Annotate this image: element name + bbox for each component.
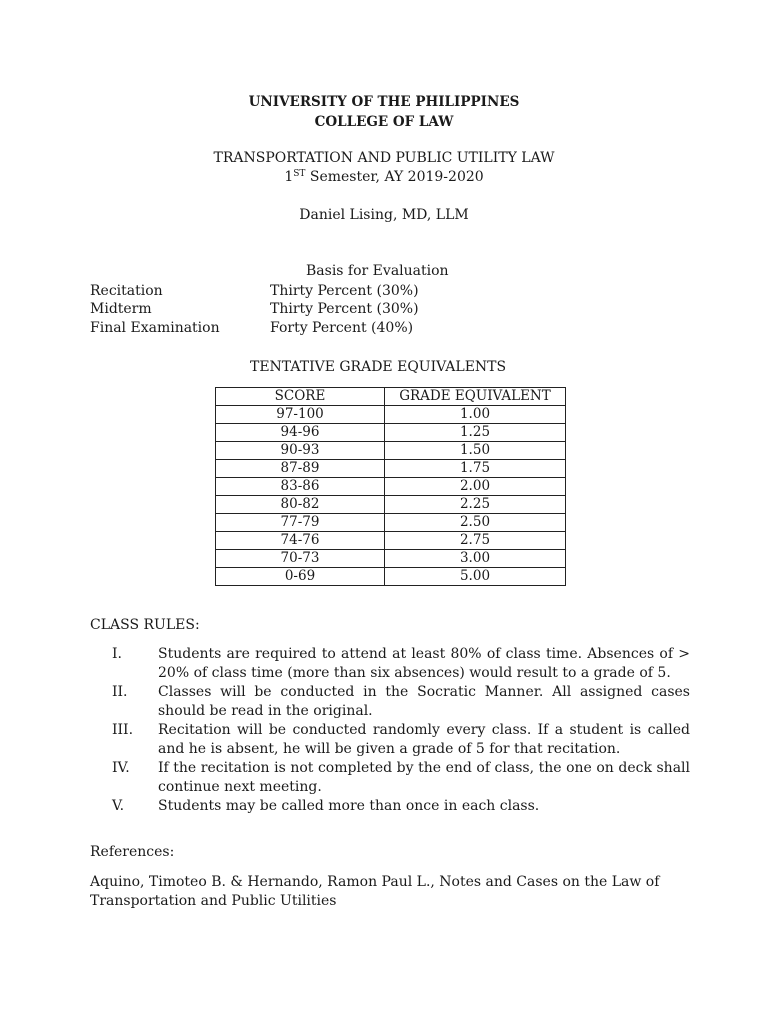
table-row (216, 496, 566, 514)
evaluation-value-midterm: Thirty Percent (30%) (270, 301, 419, 317)
list-item (90, 797, 690, 816)
class-rules-list (90, 645, 690, 816)
score-cell: 80-82 (216, 496, 385, 514)
list-item (90, 683, 690, 721)
rule-text: Students may be called more than once in each class. (158, 798, 540, 814)
grade-cell: 3.00 (385, 550, 566, 568)
rule-text: Students are required to attend at least 80% of class time. Absences of > 20% of class time (more than six absences) would result to a grade of 5. (158, 646, 690, 681)
list-item (90, 721, 690, 759)
evaluation-label-recitation: Recitation (90, 283, 163, 299)
table-row (216, 424, 566, 442)
list-item (90, 759, 690, 797)
evaluation-label-midterm: Midterm (90, 301, 152, 317)
evaluation-title: Basis for Evaluation (306, 263, 449, 279)
score-cell: 94-96 (216, 424, 385, 442)
semester-line (0, 169, 768, 185)
evaluation-value-final: Forty Percent (40%) (270, 320, 414, 336)
grade-cell: 2.00 (385, 478, 566, 496)
rule-text: Recitation will be conducted randomly every class. If a student is called and he is absent, he will be given a grade of 5 for that recitation. (158, 722, 690, 757)
evaluation-label-final: Final Examination (90, 320, 220, 336)
score-cell: 70-73 (216, 550, 385, 568)
table-row (216, 406, 566, 424)
evaluation-value-recitation: Thirty Percent (30%) (270, 283, 419, 299)
semester-rest: Semester, AY 2019-2020 (305, 169, 484, 185)
score-column-header: SCORE (216, 388, 385, 406)
rule-text: Classes will be conducted in the Socratic Manner. All assigned cases should be read in the original. (158, 684, 690, 719)
table-header-row (216, 388, 566, 406)
grade-cell: 1.75 (385, 460, 566, 478)
score-cell: 74-76 (216, 532, 385, 550)
semester-number: 1 (284, 169, 294, 185)
list-item (90, 645, 690, 683)
grade-table-title: TENTATIVE GRADE EQUIVALENTS (250, 359, 507, 375)
grade-equivalents-table (215, 387, 566, 586)
grade-column-header: GRADE EQUIVALENT (385, 388, 566, 406)
college-heading: COLLEGE OF LAW (314, 114, 454, 130)
table-row (216, 568, 566, 586)
references-title: References: (90, 844, 175, 860)
grade-cell: 2.75 (385, 532, 566, 550)
table-row (216, 478, 566, 496)
rule-number: II. (112, 684, 128, 700)
score-cell: 0-69 (216, 568, 385, 586)
score-cell: 97-100 (216, 406, 385, 424)
class-rules-title: CLASS RULES: (90, 617, 200, 633)
rule-number: I. (112, 646, 122, 662)
rule-number: III. (112, 722, 134, 738)
reference-entry: Aquino, Timoteo B. & Hernando, Ramon Paul L., Notes and Cases on the Law of Transportation and Public Utilities (90, 874, 660, 909)
table-row (216, 550, 566, 568)
table-row (216, 514, 566, 532)
semester-superscript: ST (293, 169, 306, 179)
grade-cell: 2.25 (385, 496, 566, 514)
university-heading: UNIVERSITY OF THE PHILIPPINES (248, 94, 520, 110)
course-title: TRANSPORTATION AND PUBLIC UTILITY LAW (213, 150, 555, 166)
rule-text: If the recitation is not completed by the end of class, the one on deck shall continue next meeting. (158, 760, 690, 795)
table-row (216, 460, 566, 478)
grade-cell: 2.50 (385, 514, 566, 532)
instructor-name: Daniel Lising, MD, LLM (299, 207, 469, 223)
score-cell: 90-93 (216, 442, 385, 460)
table-row (216, 532, 566, 550)
rule-number: V. (112, 798, 125, 814)
grade-cell: 5.00 (385, 568, 566, 586)
score-cell: 77-79 (216, 514, 385, 532)
grade-cell: 1.00 (385, 406, 566, 424)
score-cell: 87-89 (216, 460, 385, 478)
grade-cell: 1.25 (385, 424, 566, 442)
rule-number: IV. (112, 760, 130, 776)
score-cell: 83-86 (216, 478, 385, 496)
table-row (216, 442, 566, 460)
grade-cell: 1.50 (385, 442, 566, 460)
